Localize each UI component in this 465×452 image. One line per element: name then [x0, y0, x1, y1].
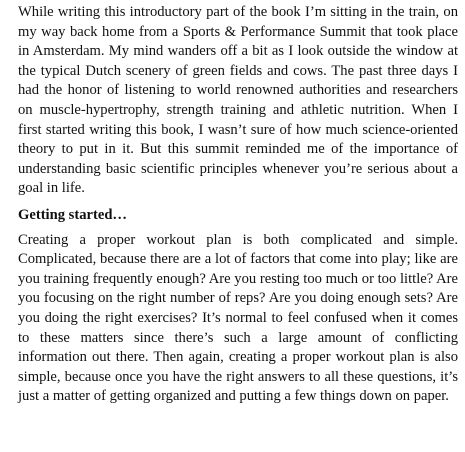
intro-paragraph: While writing this introductory part of the book I’m sitting in the train, on my way back home from a Sports & Performance Summit that took place in Amsterdam. My mind wanders off a bit as I look outside the window at the typical Dutch scenery of green fields and cows. The past three days I had the honor of listening to world renowned authorities and researchers on muscle-hypertrophy, strength training and athletic nutrition. When I first started writing this book, I wasn’t sure of how much science-oriented theory to put in it. But this summit reminded me of the importance of understanding basic scientific principles whenever you’re serious about a goal in life.	[18, 4, 458, 197]
document-page	[18, 3, 458, 407]
getting-started-paragraph: Creating a proper workout plan is both complicated and simple. Complicated, because there are a lot of factors that come into play; like are you training frequently enough? Are you resting too much or too little? Are you focusing on the right number of reps? Are you doing enough sets? Are you doing the right exercises? It’s normal to feel confused when it comes to these matters since there’s such a large amount of conflicting information out there. Then again, creating a proper workout plan is also simple, because once you have the right answers to all these questions, it’s just a matter of getting organized and putting a few things down on paper.	[18, 231, 458, 405]
section-heading-getting-started: Getting started…	[18, 206, 128, 223]
